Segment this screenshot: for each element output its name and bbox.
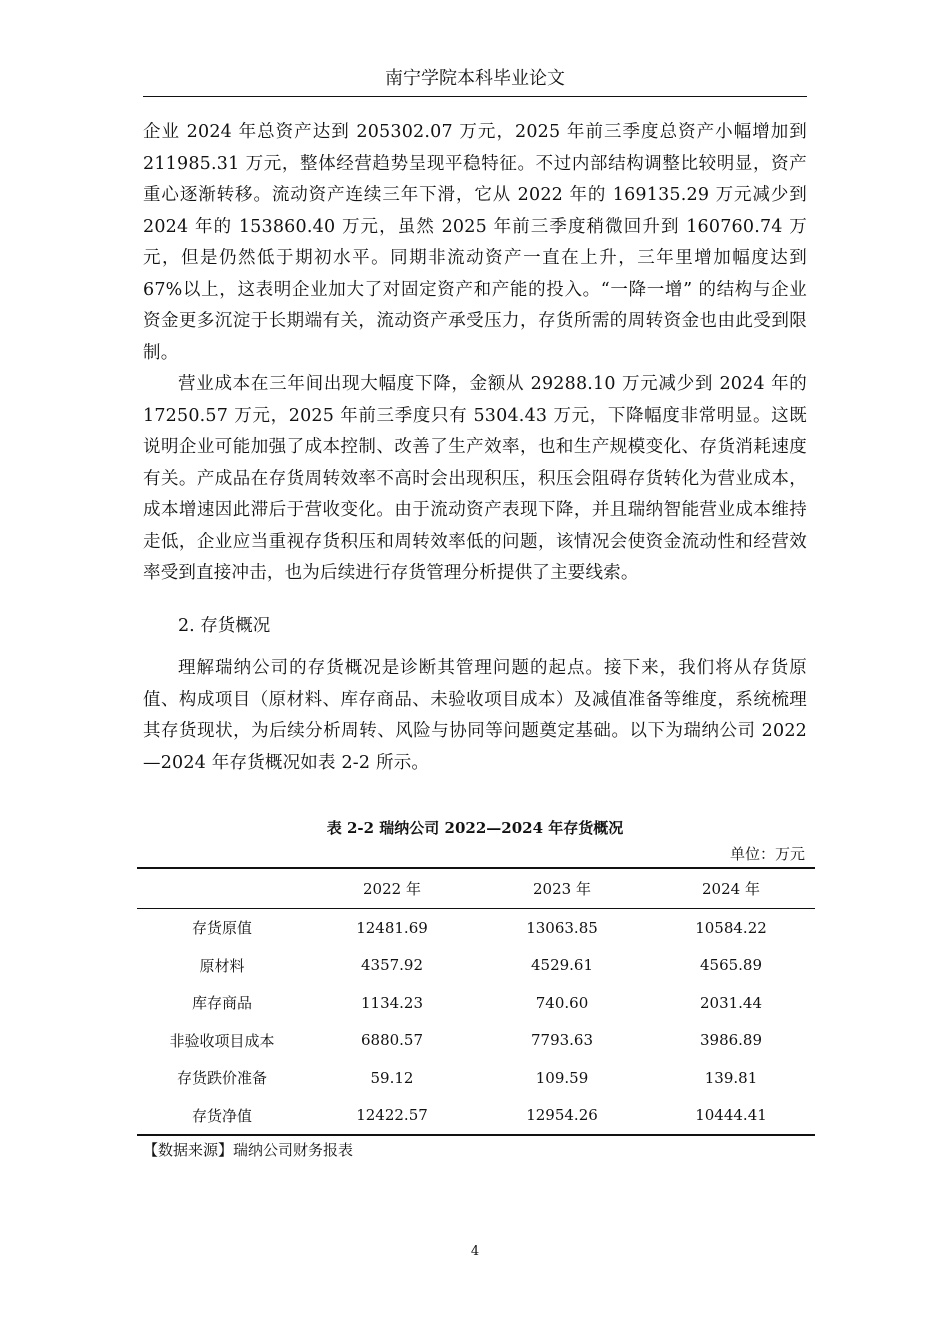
table-unit: 单位：万元: [729, 845, 805, 863]
table-row: [137, 909, 815, 947]
table-header-row: [137, 868, 815, 909]
cell-value: 2031.44: [699, 993, 763, 1012]
table-caption: 表 2-2 瑞纳公司 2022—2024 年存货概况: [326, 819, 624, 837]
table-row: [137, 984, 815, 1022]
table-row: [137, 947, 815, 985]
table-row: [137, 1097, 815, 1136]
section-heading: 2. 存货概况: [178, 616, 271, 636]
cell-value: 4529.61: [530, 956, 594, 975]
header-cell-2024: 2024 年: [702, 880, 760, 898]
row-label: 存货跌价准备: [176, 1069, 267, 1088]
cell-value: 59.12: [370, 1068, 414, 1087]
cell-value: 1134.23: [360, 993, 424, 1012]
cell-value: 740.60: [535, 993, 589, 1012]
row-label: 存货净值: [191, 1106, 252, 1125]
cell-value: 139.81: [704, 1068, 758, 1087]
cell-value: 12422.57: [356, 1106, 428, 1125]
cell-value: 12481.69: [356, 918, 428, 937]
cell-value: 4357.92: [360, 956, 424, 975]
body-text-section: [143, 653, 807, 779]
cell-value: 7793.63: [530, 1031, 594, 1050]
cell-value: 12954.26: [526, 1106, 598, 1125]
table-row: [137, 1059, 815, 1097]
page-number: 4: [470, 1244, 480, 1259]
body-text-top: [143, 117, 807, 590]
cell-value: 6880.57: [360, 1031, 424, 1050]
cell-value: 10584.22: [695, 918, 767, 937]
header-cell-blank: [137, 868, 307, 909]
row-label: 库存商品: [191, 994, 252, 1013]
cell-value: 4565.89: [699, 956, 763, 975]
cell-value: 10444.41: [695, 1106, 767, 1125]
header-cell-2022: 2022 年: [363, 880, 421, 898]
table-row: [137, 1022, 815, 1060]
row-label: 存货原值: [191, 919, 252, 938]
inventory-table: [137, 867, 815, 1136]
paragraph-assets: 企业 2024 年总资产达到 205302.07 万元，2025 年前三季度总资产小幅增加到 211985.31 万元，整体经营趋势呈现平稳特征。不过内部结构调整比较明显，资产重心逐渐转移。流动资产连续三年下滑，它从 2022 年的 169135.29 万元减少到 2024 年的 153860.40 万元，虽然 2025 年前三季度稍微回升到 160760.74 万元，但是仍然低于期初水平。同期非流动资产一直在上升，三年里增加幅度达到 67%以上，这表明企业加大了对固定资产和产能的投入。“一降一增” 的结构与企业资金更多沉淀于长期端有关，流动资产承受压力，存货所需的周转资金也由此受到限制。: [143, 122, 807, 363]
row-label: 非验收项目成本: [169, 1031, 275, 1050]
row-label: 原材料: [199, 956, 245, 975]
page-header-title: 南宁学院本科毕业论文: [385, 68, 565, 89]
header-rule: [143, 96, 807, 97]
cell-value: 109.59: [535, 1068, 589, 1087]
cell-value: 13063.85: [526, 918, 598, 937]
cell-value: 3986.89: [699, 1031, 763, 1050]
paragraph-operating-cost: 营业成本在三年间出现大幅度下降，金额从 29288.10 万元减少到 2024 年的 17250.57 万元，2025 年前三季度只有 5304.43 万元，下降幅度非常明显。这既说明企业可能加强了成本控制、改善了生产效率，也和生产规模变化、存货消耗速度有关。产成品在存货周转效率不高时会出现积压，积压会阻碍存货转化为营业成本，成本增速因此滞后于营收变化。由于流动资产表现下降，并且瑞纳智能营业成本维持走低，企业应当重视存货积压和周转效率低的问题，该情况会使资金流动性和经营效率受到直接冲击，也为后续进行存货管理分析提供了主要线索。: [143, 374, 807, 583]
table-source-note: 【数据来源】瑞纳公司财务报表: [143, 1141, 354, 1159]
paragraph-inventory-intro: 理解瑞纳公司的存货概况是诊断其管理问题的起点。接下来，我们将从存货原值、构成项目（原材料、库存商品、未验收项目成本）及减值准备等维度，系统梳理其存货现状，为后续分析周转、风险与协同等问题奠定基础。以下为瑞纳公司 2022—2024 年存货概况如表 2-2 所示。: [143, 658, 807, 773]
header-cell-2023: 2023 年: [533, 880, 591, 898]
